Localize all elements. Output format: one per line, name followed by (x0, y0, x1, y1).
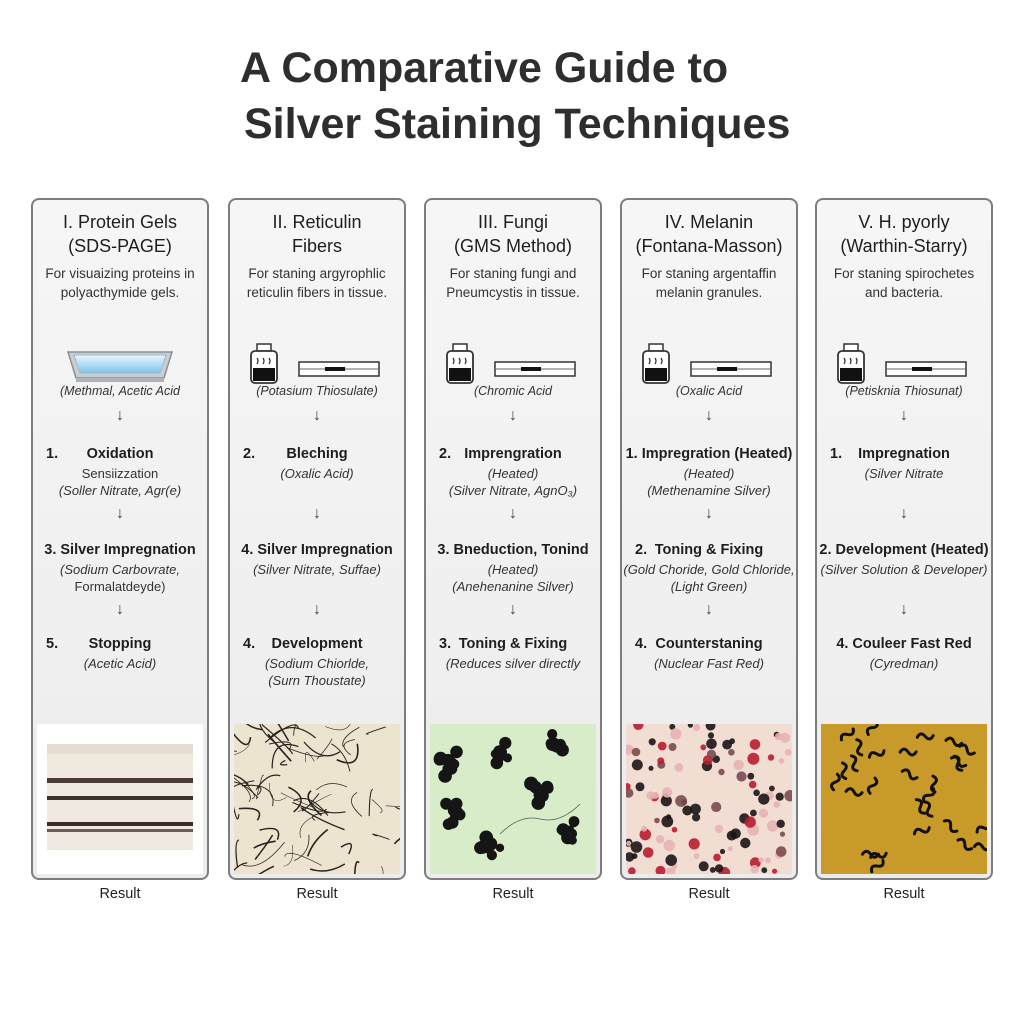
step-number: 4. (243, 636, 256, 652)
test-strip-icon (495, 362, 575, 376)
step-heading (817, 542, 991, 558)
step-detail-2: (Light Green) (670, 579, 748, 594)
column-illustration (622, 340, 796, 388)
step-detail-2: (Silver Nitrate, AgnO₃) (448, 483, 578, 498)
down-arrow-icon: ↓ (705, 601, 713, 618)
description-line-1: For staning spirochetes (833, 266, 975, 281)
column-title-line-1: III. Fungi (477, 212, 549, 232)
technique-column-4 (620, 198, 798, 880)
down-arrow-icon: ↓ (509, 505, 517, 522)
step-name: Impregnation (858, 446, 950, 462)
title-line-1: A Comparative Guide to (240, 44, 729, 92)
down-arrow-icon: ↓ (313, 407, 321, 424)
column-description (817, 264, 991, 302)
description-line-2: reticulin fibers in tissue. (246, 285, 388, 300)
reagent-label: (Chromic Acid (473, 384, 553, 398)
step-number: 1. (46, 446, 59, 462)
down-arrow-icon: ↓ (509, 407, 517, 424)
title-line-2: Silver Staining Techniques (244, 100, 791, 148)
down-arrow-icon: ↓ (705, 505, 713, 522)
result-label: Result (492, 886, 534, 902)
step-name: Toning & Fixing (458, 636, 568, 652)
description-line-1: For staning argentaffin (641, 266, 777, 281)
description-line-1: For staning fungi and (449, 266, 577, 281)
down-arrow-icon: ↓ (705, 407, 713, 424)
step-detail-2: Formalatdeyde) (74, 579, 166, 594)
test-strip-icon (299, 362, 379, 376)
step-name: 4. Couleer Fast Red (836, 636, 972, 652)
column-illustration (426, 340, 600, 388)
step-detail-1: (Acetic Acid) (83, 656, 157, 671)
step-name: Stopping (88, 636, 152, 652)
description-line-2: polyacthymide gels. (60, 285, 180, 300)
step-detail-1: (Silver Nitrate, Suffae) (253, 562, 381, 577)
column-illustration (817, 340, 991, 388)
result-image (626, 724, 792, 874)
description-line-2: melanin granules. (655, 285, 763, 300)
column-title-line-1: I. Protein Gels (62, 212, 178, 232)
step-name: Imprengration (464, 446, 562, 462)
step-detail-1: (Heated) (683, 466, 735, 481)
description-line-2: Pneumcystis in tissue. (446, 285, 580, 300)
description-line-1: For visuaizing proteins in (45, 266, 195, 281)
step-number: 4. (635, 636, 648, 652)
technique-column-1 (31, 198, 209, 880)
fungi-result-image (430, 724, 596, 874)
description-line-2: and bacteria. (864, 285, 944, 300)
column-title-line-2: (Fontana-Masson) (635, 236, 783, 256)
step-heading (33, 542, 207, 558)
melanin-result-image (626, 724, 792, 874)
technique-column-5 (815, 198, 993, 880)
down-arrow-icon: ↓ (900, 407, 908, 424)
reagent-label: (Potasium Thiosulate) (256, 384, 378, 398)
test-strip-icon (691, 362, 771, 376)
column-title-line-1: II. Reticulin (272, 212, 362, 232)
down-arrow-icon: ↓ (116, 505, 124, 522)
step-detail-2: (Soller Nitrate, Agr(e) (58, 483, 182, 498)
down-arrow-icon: ↓ (116, 407, 124, 424)
step-detail-1: (Nuclear Fast Red) (654, 656, 764, 671)
column-title-line-1: IV. Melanin (664, 212, 754, 232)
step-number: 1. (830, 446, 843, 462)
reagent-bottle-icon (639, 340, 779, 388)
step-detail-1: (Heated) (487, 466, 539, 481)
step-name: Development (271, 636, 363, 652)
step-number: 5. (46, 636, 59, 652)
technique-column-2 (228, 198, 406, 880)
result-image (37, 724, 203, 874)
step-heading (622, 446, 796, 462)
step-detail-1: (Reduces silver directly (445, 656, 581, 671)
step-number: 2. (635, 542, 648, 558)
gel-result-image (37, 724, 203, 874)
step-detail-1: Sensiizzation (81, 466, 159, 481)
description-line-1: For staning argyrophlic (248, 266, 386, 281)
down-arrow-icon: ↓ (900, 601, 908, 618)
result-label: Result (296, 886, 338, 902)
down-arrow-icon: ↓ (900, 505, 908, 522)
step-detail-1: (Silver Solution & Developer) (820, 562, 988, 577)
column-title (622, 210, 796, 258)
column-title-line-2: (SDS-PAGE) (68, 236, 172, 256)
step-name: Toning & Fixing (654, 542, 764, 558)
step-detail-1: (Oxalic Acid) (280, 466, 354, 481)
step-number: 3. (439, 636, 452, 652)
technique-column-3 (424, 198, 602, 880)
column-title (426, 210, 600, 258)
step-name: Counterstaning (655, 636, 763, 652)
step-name: 3. Bneduction, Tonind (437, 542, 589, 558)
reagent-label: (Petisknia Thiosunat) (845, 384, 963, 398)
step-heading (230, 542, 404, 558)
gel-tray-icon (64, 342, 176, 386)
reagent-label: (Methmal, Acetic Acid (60, 384, 180, 398)
column-description (33, 264, 207, 302)
step-detail-1: (Cyredman) (869, 656, 939, 671)
result-image (821, 724, 987, 874)
column-title (817, 210, 991, 258)
reagent-label: (Oxalic Acid (675, 384, 743, 398)
column-illustration (230, 340, 404, 388)
column-title-line-2: Fibers (291, 236, 342, 256)
down-arrow-icon: ↓ (313, 505, 321, 522)
result-label: Result (883, 886, 925, 902)
column-illustration (33, 340, 207, 388)
column-description (622, 264, 796, 302)
test-strip-icon (886, 362, 966, 376)
step-name: Bleching (286, 446, 348, 462)
step-detail-1: (Sodium Chiorlde, (264, 656, 370, 671)
step-number: 2. (243, 446, 256, 462)
reagent-bottle-icon (247, 340, 387, 388)
step-heading (817, 636, 991, 652)
down-arrow-icon: ↓ (313, 601, 321, 618)
spirochete-result-image (821, 724, 987, 874)
step-detail-1: (Gold Choride, Gold Chloride, (623, 562, 795, 577)
step-detail-1: (Silver Nitrate (864, 466, 944, 481)
step-name: 2. Development (Heated) (819, 542, 989, 558)
step-name: 3. Silver Impregnation (44, 542, 196, 558)
column-title-line-2: (GMS Method) (453, 236, 573, 256)
result-label: Result (688, 886, 730, 902)
reticulin-result-image (234, 724, 400, 874)
step-detail-1: (Sodium Carbovrate, (60, 562, 180, 577)
column-title-line-1: V. H. pyorly (858, 212, 950, 232)
step-detail-1: (Heated) (487, 562, 539, 577)
step-name: 1. Impregration (Heated) (625, 446, 793, 462)
step-heading (426, 542, 600, 558)
column-title (230, 210, 404, 258)
step-detail-2: (Surn Thoustate) (268, 673, 366, 688)
result-image (430, 724, 596, 874)
reagent-bottle-icon (443, 340, 583, 388)
column-description (426, 264, 600, 302)
column-title (33, 210, 207, 258)
step-detail-2: (Anehenanine Silver) (452, 579, 574, 594)
down-arrow-icon: ↓ (509, 601, 517, 618)
result-label: Result (99, 886, 141, 902)
column-description (230, 264, 404, 302)
step-number: 2. (439, 446, 452, 462)
column-title-line-2: (Warthin-Starry) (840, 236, 968, 256)
step-detail-2: (Methenamine Silver) (647, 483, 771, 498)
down-arrow-icon: ↓ (116, 601, 124, 618)
reagent-bottle-icon (834, 340, 974, 388)
step-name: Oxidation (86, 446, 154, 462)
step-name: 4. Silver Impregnation (241, 542, 393, 558)
result-image (234, 724, 400, 874)
